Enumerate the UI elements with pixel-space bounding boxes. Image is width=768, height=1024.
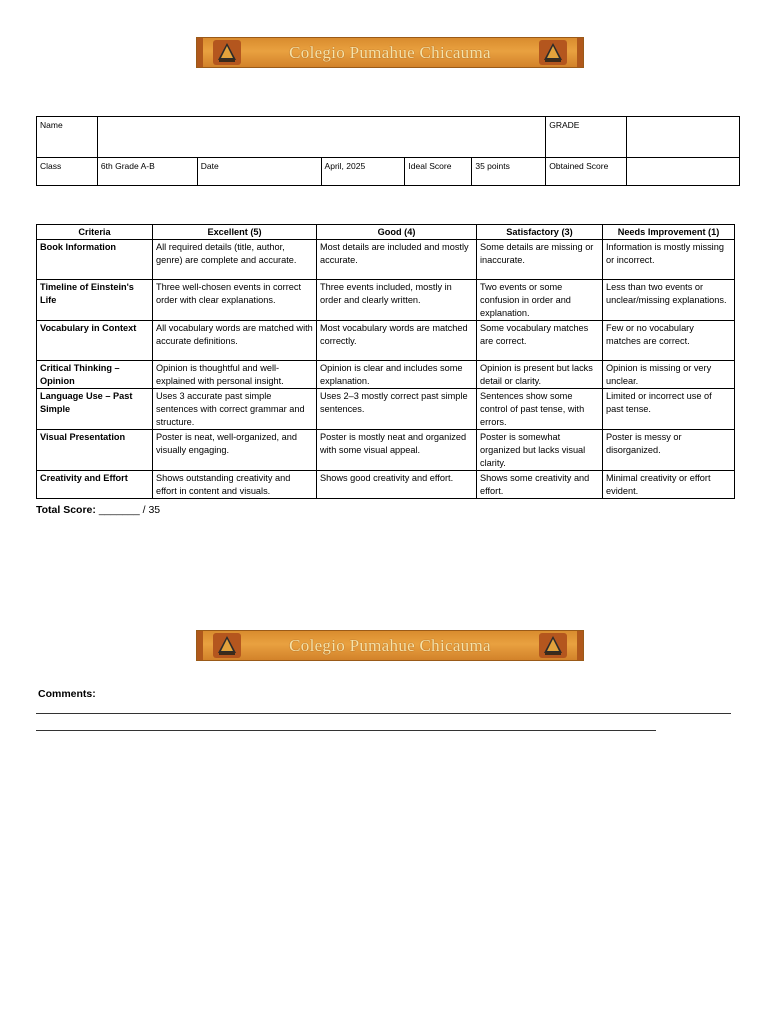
excellent-cell: Shows outstanding creativity and effort in content and visuals. — [153, 471, 317, 499]
criteria-cell: Vocabulary in Context — [37, 321, 153, 361]
criteria-cell: Visual Presentation — [37, 430, 153, 471]
excellent-cell: Poster is neat, well-organized, and visually engaging. — [153, 430, 317, 471]
header-excellent: Excellent (5) — [153, 225, 317, 240]
excellent-cell: All required details (title, author, genre) are complete and accurate. — [153, 240, 317, 280]
needs-improvement-cell: Opinion is missing or very unclear. — [603, 361, 735, 389]
header-needs-improvement: Needs Improvement (1) — [603, 225, 735, 240]
obtained-score-field[interactable] — [627, 158, 740, 186]
rubric-row — [37, 321, 735, 361]
school-crest-icon — [213, 633, 241, 658]
needs-improvement-cell: Poster is messy or disorganized. — [603, 430, 735, 471]
header-satisfactory: Satisfactory (3) — [477, 225, 603, 240]
total-score — [36, 504, 160, 516]
criteria-cell: Timeline of Einstein's Life — [37, 280, 153, 321]
obtained-score-label: Obtained Score — [546, 158, 627, 186]
rubric-row — [37, 471, 735, 499]
excellent-cell: All vocabulary words are matched with accurate definitions. — [153, 321, 317, 361]
good-cell: Most details are included and mostly accurate. — [317, 240, 477, 280]
rubric-table — [36, 224, 735, 499]
header-good: Good (4) — [317, 225, 477, 240]
date-value: April, 2025 — [321, 158, 405, 186]
rubric-row — [37, 389, 735, 430]
school-banner-top — [196, 37, 584, 68]
school-banner-bottom — [196, 630, 584, 661]
satisfactory-cell: Opinion is present but lacks detail or clarity. — [477, 361, 603, 389]
school-crest-icon — [539, 40, 567, 65]
date-label: Date — [197, 158, 321, 186]
good-cell: Most vocabulary words are matched correctly. — [317, 321, 477, 361]
banner-edge-decoration — [197, 631, 203, 660]
rubric-row — [37, 361, 735, 389]
satisfactory-cell: Two events or some confusion in order and explanation. — [477, 280, 603, 321]
name-field[interactable] — [97, 117, 545, 158]
satisfactory-cell: Sentences show some control of past tense, with errors. — [477, 389, 603, 430]
criteria-cell: Book Information — [37, 240, 153, 280]
satisfactory-cell: Some vocabulary matches are correct. — [477, 321, 603, 361]
good-cell: Poster is mostly neat and organized with some visual appeal. — [317, 430, 477, 471]
criteria-cell: Critical Thinking – Opinion — [37, 361, 153, 389]
school-name: Colegio Pumahue Chicauma — [289, 42, 491, 62]
good-cell: Uses 2–3 mostly correct past simple sentences. — [317, 389, 477, 430]
grade-label: GRADE — [546, 117, 627, 158]
excellent-cell: Uses 3 accurate past simple sentences with correct grammar and structure. — [153, 389, 317, 430]
rubric-row — [37, 430, 735, 471]
total-score-label: Total Score: — [36, 504, 96, 516]
class-value: 6th Grade A-B — [97, 158, 197, 186]
comments-label: Comments: — [38, 688, 96, 700]
criteria-cell: Creativity and Effort — [37, 471, 153, 499]
school-name: Colegio Pumahue Chicauma — [289, 635, 491, 655]
needs-improvement-cell: Information is mostly missing or incorrect. — [603, 240, 735, 280]
comments-line[interactable] — [36, 713, 731, 714]
good-cell: Opinion is clear and includes some explanation. — [317, 361, 477, 389]
student-info-table — [36, 116, 740, 186]
rubric-row — [37, 280, 735, 321]
ideal-score-label: Ideal Score — [405, 158, 472, 186]
banner-edge-decoration — [577, 631, 583, 660]
criteria-cell: Language Use – Past Simple — [37, 389, 153, 430]
needs-improvement-cell: Limited or incorrect use of past tense. — [603, 389, 735, 430]
satisfactory-cell: Poster is somewhat organized but lacks visual clarity. — [477, 430, 603, 471]
needs-improvement-cell: Few or no vocabulary matches are correct. — [603, 321, 735, 361]
rubric-row — [37, 240, 735, 280]
excellent-cell: Opinion is thoughtful and well-explained with personal insight. — [153, 361, 317, 389]
school-crest-icon — [213, 40, 241, 65]
excellent-cell: Three well-chosen events in correct order with clear explanations. — [153, 280, 317, 321]
satisfactory-cell: Some details are missing or inaccurate. — [477, 240, 603, 280]
name-label: Name — [37, 117, 98, 158]
total-score-value[interactable]: _______ / 35 — [95, 504, 161, 516]
needs-improvement-cell: Less than two events or unclear/missing explanations. — [603, 280, 735, 321]
good-cell: Three events included, mostly in order and clearly written. — [317, 280, 477, 321]
comments-line[interactable] — [36, 730, 656, 731]
banner-edge-decoration — [197, 38, 203, 67]
class-label: Class — [37, 158, 98, 186]
needs-improvement-cell: Minimal creativity or effort evident. — [603, 471, 735, 499]
school-crest-icon — [539, 633, 567, 658]
grade-field[interactable] — [627, 117, 740, 158]
banner-edge-decoration — [577, 38, 583, 67]
header-criteria: Criteria — [37, 225, 153, 240]
ideal-score-value: 35 points — [472, 158, 546, 186]
rubric-header-row — [37, 225, 735, 240]
satisfactory-cell: Shows some creativity and effort. — [477, 471, 603, 499]
good-cell: Shows good creativity and effort. — [317, 471, 477, 499]
